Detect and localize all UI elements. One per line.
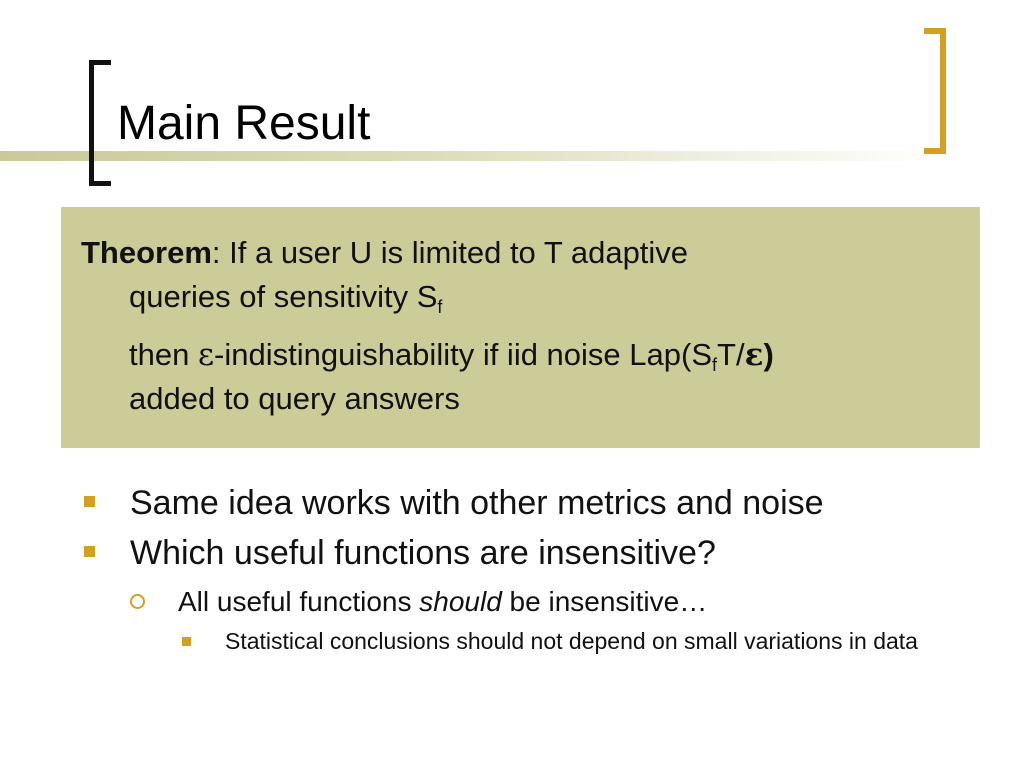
circle-bullet-icon (130, 594, 145, 609)
theorem-label: Theorem (81, 235, 212, 270)
bullet-list (80, 478, 824, 578)
theorem-line-1 (81, 231, 960, 275)
right-bracket-decoration (924, 28, 946, 154)
epsilon-symbol-bold: ε (744, 337, 764, 373)
sub-sub-bullet-text: Statistical conclusions should not depend on small variations in data (225, 628, 918, 654)
sub-bullet-pre: All useful functions (178, 586, 420, 617)
square-bullet-icon (84, 546, 95, 557)
theorem-line-3-pre: then (129, 337, 198, 372)
sub-sub-bullet-item (182, 626, 925, 656)
sensitivity-subscript: f (437, 297, 443, 317)
epsilon-symbol: ε (197, 337, 215, 373)
bullet-text: Which useful functions are insensitive? (130, 534, 716, 572)
sub-bullet-post: be insensitive… (501, 586, 708, 617)
small-square-bullet-icon (182, 637, 191, 646)
bullet-item (80, 478, 824, 528)
theorem-line-3-mid: -indistinguishability if iid noise Lap(S (214, 337, 712, 372)
sub-bullet-item (130, 584, 707, 620)
closing-paren: ) (763, 337, 774, 372)
sub-bullet-emphasis: should (419, 586, 502, 617)
theorem-line-3-post: T/ (717, 337, 745, 372)
sensitivity-subscript-2: f (712, 355, 718, 375)
bullet-text: Same idea works with other metrics and noise (130, 484, 824, 522)
theorem-line-3 (81, 333, 960, 377)
left-bracket-decoration (89, 60, 111, 186)
theorem-box (61, 207, 980, 448)
theorem-line-4 (81, 377, 960, 421)
theorem-line-1-text: : If a user U is limited to T adaptive (211, 235, 689, 270)
theorem-line-2 (81, 275, 960, 319)
slide-title: Main Result (117, 97, 371, 150)
theorem-line-4-text: added to query answers (129, 381, 460, 416)
bullet-item (80, 528, 824, 578)
theorem-line-2-text: queries of sensitivity S (129, 279, 438, 314)
square-bullet-icon (84, 496, 95, 507)
title-underline-rule (0, 151, 940, 161)
